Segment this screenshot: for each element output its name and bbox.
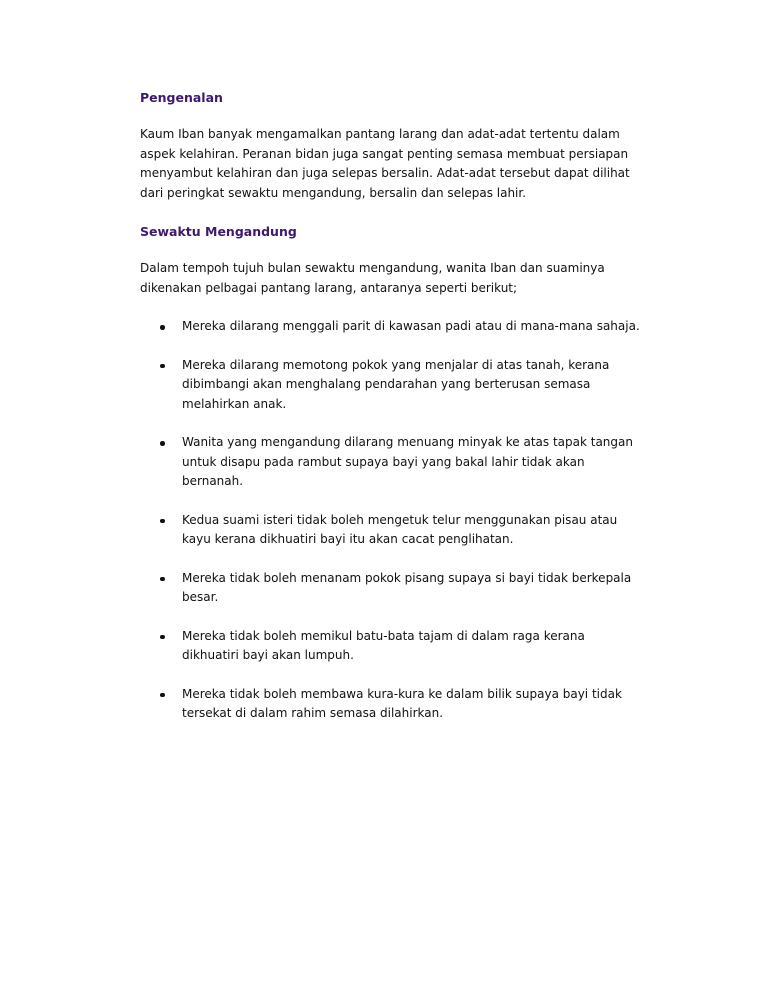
list-item xyxy=(140,433,640,492)
document-page xyxy=(140,88,640,743)
list-item xyxy=(140,685,640,724)
paragraph-line: dikenakan pelbagai pantang larang, antaranya seperti berikut; xyxy=(140,280,518,295)
list-item-line: Mereka tidak boleh membawa kura-kura ke dalam bilik supaya bayi tidak xyxy=(182,686,622,701)
heading-pengenalan: Pengenalan xyxy=(140,90,223,105)
paragraph-line: Dalam tempoh tujuh bulan sewaktu mengandung, wanita Iban dan suaminya xyxy=(140,261,605,275)
list-item-line: Mereka tidak boleh memikul batu-bata tajam di dalam raga kerana xyxy=(182,628,585,643)
list-item-line: untuk disapu pada rambut supaya bayi yang bakal lahir tidak akan xyxy=(182,454,585,469)
heading-sewaktu-mengandung: Sewaktu Mengandung xyxy=(140,224,297,239)
bullet-icon xyxy=(160,635,165,640)
list-item-line: Wanita yang mengandung dilarang menuang minyak ke atas tapak tangan xyxy=(182,435,633,449)
list-item xyxy=(140,569,640,608)
list-item-line: besar. xyxy=(182,590,219,604)
bullet-icon xyxy=(160,364,165,369)
list-item xyxy=(140,627,640,666)
paragraph-line: Kaum Iban banyak mengamalkan pantang larang dan adat-adat tertentu dalam xyxy=(140,127,620,141)
list-item xyxy=(140,317,640,337)
bullet-icon xyxy=(160,577,165,582)
list-item-line: Mereka dilarang menggali parit di kawasan padi atau di mana-mana sahaja. xyxy=(182,319,640,333)
bullet-icon xyxy=(160,693,165,698)
list-item-line: Kedua suami isteri tidak boleh mengetuk telur menggunakan pisau atau xyxy=(182,512,618,527)
list-item-line: dikhuatiri bayi akan lumpuh. xyxy=(182,648,354,662)
paragraph-line: dari peringkat sewaktu mengandung, bersalin dan selepas lahir. xyxy=(140,185,527,200)
paragraph-pengenalan xyxy=(140,125,640,203)
paragraph-line: aspek kelahiran. Peranan bidan juga sangat penting semasa membuat persiapan xyxy=(140,146,629,161)
list-item-line: Mereka dilarang memotong pokok yang menjalar di atas tanah, kerana xyxy=(182,357,610,372)
list-item-line: Mereka tidak boleh menanam pokok pisang supaya si bayi tidak berkepala xyxy=(182,570,632,585)
bullet-icon xyxy=(160,325,165,330)
list-item-line: kayu kerana dikhuatiri bayi itu akan cacat penglihatan. xyxy=(182,532,514,546)
bullet-icon xyxy=(160,519,165,524)
paragraph-intro xyxy=(140,259,640,298)
list-item-line: tersekat di dalam rahim semasa dilahirkan. xyxy=(182,706,444,720)
list-item xyxy=(140,511,640,550)
list-item-line: melahirkan anak. xyxy=(182,396,287,411)
bullet-icon xyxy=(160,441,165,446)
list-item-line: bernanah. xyxy=(182,474,244,488)
list-item-line: dibimbangi akan menghalang pendarahan yang berterusan semasa xyxy=(182,377,591,391)
pantang-list xyxy=(140,317,640,724)
paragraph-line: menyambut kelahiran dan juga selepas bersalin. Adat-adat tersebut dapat dilihat xyxy=(140,166,630,180)
list-item xyxy=(140,356,640,415)
